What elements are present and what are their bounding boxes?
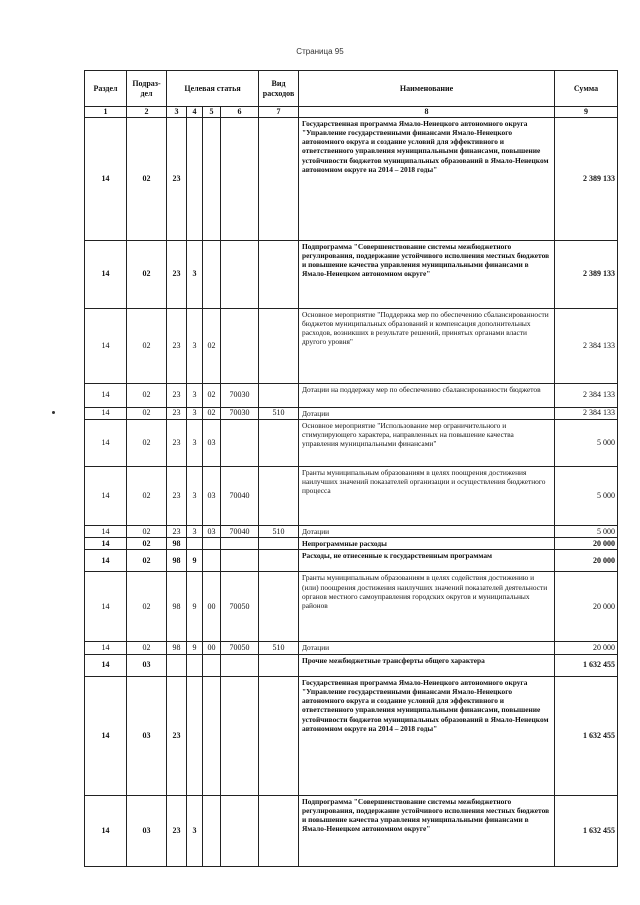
cell-code-c7 xyxy=(259,572,299,642)
table-row xyxy=(85,676,618,795)
cell-code-c6 xyxy=(221,419,259,466)
cell-code-c4: 3 xyxy=(187,240,203,308)
cell-name: Дотации xyxy=(299,407,555,419)
table-row xyxy=(85,240,618,308)
cell-sum: 2 384 133 xyxy=(555,407,618,419)
cell-sum: 1 632 455 xyxy=(555,795,618,866)
cell-code-c5 xyxy=(203,240,221,308)
cell-code-c1: 14 xyxy=(85,676,127,795)
cell-code-c2: 02 xyxy=(127,572,167,642)
cell-code-c5: 02 xyxy=(203,407,221,419)
cell-sum: 1 632 455 xyxy=(555,654,618,676)
cell-code-c4: 9 xyxy=(187,550,203,572)
cell-code-c3: 98 xyxy=(167,572,187,642)
cell-code-c7 xyxy=(259,676,299,795)
cell-name: Основное мероприятие "Поддержка мер по обеспечению сбалансированности бюджетов муниципальных образований и компенсация дополнительных расходов, возникших в результате решений, принятых органами власти другого уровня" xyxy=(299,308,555,383)
cell-code-c3: 23 xyxy=(167,407,187,419)
cell-name: Непрограммные расходы xyxy=(299,538,555,550)
budget-table xyxy=(84,70,618,867)
cell-code-c7 xyxy=(259,654,299,676)
cell-code-c7: 510 xyxy=(259,525,299,537)
cell-code-c1: 14 xyxy=(85,572,127,642)
cell-code-c3: 23 xyxy=(167,676,187,795)
cell-name: Расходы, не отнесенные к государственным программам xyxy=(299,550,555,572)
cell-code-c7: 510 xyxy=(259,407,299,419)
cell-sum: 2 389 133 xyxy=(555,240,618,308)
cell-name: Государственная программа Ямало-Ненецкого автономного округа "Управление государственными финансами Ямало-Ненецкого автономного округа и создание условий для эффективного и ответственного управления муниципальными финансами, повышение устойчивости бюджетов муниципальных образований в Ямало-Ненецком автономном округе на 2014 – 2018 годы" xyxy=(299,117,555,240)
cell-code-c1: 14 xyxy=(85,407,127,419)
cell-code-c4: 3 xyxy=(187,525,203,537)
cell-name: Дотации xyxy=(299,525,555,537)
cell-sum: 2 384 133 xyxy=(555,308,618,383)
cell-code-c1: 14 xyxy=(85,466,127,525)
cell-code-c3: 23 xyxy=(167,240,187,308)
table-row xyxy=(85,572,618,642)
cell-code-c4 xyxy=(187,654,203,676)
col-index: 4 xyxy=(187,107,203,118)
cell-code-c5 xyxy=(203,538,221,550)
page-number-label: Страница 95 xyxy=(296,47,344,56)
cell-code-c4: 3 xyxy=(187,308,203,383)
cell-sum: 2 384 133 xyxy=(555,383,618,407)
cell-code-c2: 02 xyxy=(127,642,167,654)
cell-code-c1: 14 xyxy=(85,795,127,866)
cell-code-c6: 70050 xyxy=(221,642,259,654)
cell-code-c5: 03 xyxy=(203,419,221,466)
cell-name: Подпрограмма "Совершенствование системы межбюджетного регулирования, поддержание устойчивого исполнения местных бюджетов и повышение качества управления муниципальными финансами в Ямало-Ненецком автономном округе" xyxy=(299,795,555,866)
cell-code-c2: 02 xyxy=(127,419,167,466)
cell-name: Подпрограмма "Совершенствование системы межбюджетного регулирования, поддержание устойчивого исполнения местных бюджетов и повышение качества управления муниципальными финансами в Ямало-Ненецком автономном округе" xyxy=(299,240,555,308)
cell-sum: 5 000 xyxy=(555,466,618,525)
col-index: 7 xyxy=(259,107,299,118)
cell-code-c1: 14 xyxy=(85,642,127,654)
cell-code-c1: 14 xyxy=(85,538,127,550)
cell-code-c4: 3 xyxy=(187,383,203,407)
scan-speck xyxy=(52,411,55,414)
cell-code-c1: 14 xyxy=(85,550,127,572)
cell-code-c4: 9 xyxy=(187,572,203,642)
cell-code-c1: 14 xyxy=(85,383,127,407)
cell-code-c6 xyxy=(221,654,259,676)
table-row xyxy=(85,550,618,572)
table-row xyxy=(85,407,618,419)
table-row xyxy=(85,419,618,466)
cell-code-c1: 14 xyxy=(85,117,127,240)
cell-name: Гранты муниципальным образованиям в целях поощрения достижения наилучших значений показателей организации и осуществления бюджетного процесса xyxy=(299,466,555,525)
cell-code-c2: 02 xyxy=(127,383,167,407)
cell-sum: 5 000 xyxy=(555,525,618,537)
col-index: 1 xyxy=(85,107,127,118)
cell-code-c3: 23 xyxy=(167,795,187,866)
cell-name: Государственная программа Ямало-Ненецкого автономного округа "Управление государственными финансами Ямало-Ненецкого автономного округа и создание условий для эффективного и ответственного управления муниципальными финансами, повышение устойчивости бюджетов муниципальных образований в Ямало-Ненецком автономном округе на 2014 – 2018 годы" xyxy=(299,676,555,795)
cell-code-c3: 98 xyxy=(167,550,187,572)
cell-code-c4 xyxy=(187,538,203,550)
header-sum: Сумма xyxy=(555,71,618,107)
cell-sum: 5 000 xyxy=(555,419,618,466)
cell-code-c2: 02 xyxy=(127,466,167,525)
cell-code-c3: 23 xyxy=(167,525,187,537)
cell-code-c2: 02 xyxy=(127,550,167,572)
col-index: 8 xyxy=(299,107,555,118)
table-header-row xyxy=(85,71,618,107)
cell-code-c2: 03 xyxy=(127,654,167,676)
cell-code-c1: 14 xyxy=(85,308,127,383)
cell-code-c5: 03 xyxy=(203,466,221,525)
table-row xyxy=(85,383,618,407)
cell-code-c2: 02 xyxy=(127,407,167,419)
cell-code-c4: 3 xyxy=(187,407,203,419)
cell-code-c4: 9 xyxy=(187,642,203,654)
cell-code-c3: 23 xyxy=(167,419,187,466)
cell-sum: 20 000 xyxy=(555,550,618,572)
cell-code-c1: 14 xyxy=(85,240,127,308)
cell-sum: 2 389 133 xyxy=(555,117,618,240)
cell-code-c2: 02 xyxy=(127,240,167,308)
cell-code-c7 xyxy=(259,383,299,407)
cell-code-c5 xyxy=(203,550,221,572)
table-row xyxy=(85,525,618,537)
cell-code-c7 xyxy=(259,419,299,466)
col-index: 2 xyxy=(127,107,167,118)
cell-code-c6 xyxy=(221,117,259,240)
cell-code-c7 xyxy=(259,308,299,383)
cell-code-c2: 02 xyxy=(127,308,167,383)
cell-code-c1: 14 xyxy=(85,419,127,466)
cell-code-c2: 02 xyxy=(127,117,167,240)
cell-code-c6 xyxy=(221,538,259,550)
cell-code-c5 xyxy=(203,676,221,795)
cell-code-c1: 14 xyxy=(85,525,127,537)
cell-code-c4: 3 xyxy=(187,466,203,525)
cell-code-c7: 510 xyxy=(259,642,299,654)
cell-code-c4 xyxy=(187,676,203,795)
header-name: Наименование xyxy=(299,71,555,107)
cell-code-c6: 70040 xyxy=(221,466,259,525)
cell-code-c6 xyxy=(221,550,259,572)
cell-code-c7 xyxy=(259,466,299,525)
cell-name: Гранты муниципальным образованиям в целях содействия достижению и (или) поощрения достижения наилучших значений показателей деятельности органов местного самоуправления городских округов и муниципальных районов xyxy=(299,572,555,642)
col-index: 6 xyxy=(221,107,259,118)
cell-code-c7 xyxy=(259,550,299,572)
cell-code-c7 xyxy=(259,117,299,240)
cell-code-c7 xyxy=(259,795,299,866)
cell-code-c3: 98 xyxy=(167,642,187,654)
cell-code-c3 xyxy=(167,654,187,676)
cell-code-c5: 00 xyxy=(203,642,221,654)
col-index: 3 xyxy=(167,107,187,118)
cell-code-c5: 03 xyxy=(203,525,221,537)
cell-code-c4 xyxy=(187,117,203,240)
cell-name: Дотации xyxy=(299,642,555,654)
cell-code-c6 xyxy=(221,795,259,866)
table-row xyxy=(85,117,618,240)
cell-name: Основное мероприятие "Использование мер ограничительного и стимулирующего характера, направленных на повышение качества управления муниципальными финансами" xyxy=(299,419,555,466)
cell-name: Дотации на поддержку мер по обеспечению сбалансированности бюджетов xyxy=(299,383,555,407)
cell-code-c3: 98 xyxy=(167,538,187,550)
cell-code-c3: 23 xyxy=(167,308,187,383)
cell-code-c4: 3 xyxy=(187,795,203,866)
cell-code-c6 xyxy=(221,240,259,308)
header-podrazdel: Подраз-дел xyxy=(127,71,167,107)
cell-code-c2: 03 xyxy=(127,795,167,866)
cell-code-c2: 03 xyxy=(127,676,167,795)
cell-code-c4: 3 xyxy=(187,419,203,466)
column-index-row xyxy=(85,107,618,118)
cell-code-c6: 70040 xyxy=(221,525,259,537)
header-razdel: Раздел xyxy=(85,71,127,107)
header-celevaya-statya: Целевая статья xyxy=(167,71,259,107)
cell-code-c3: 23 xyxy=(167,117,187,240)
cell-code-c3: 23 xyxy=(167,383,187,407)
cell-code-c7 xyxy=(259,240,299,308)
cell-code-c6 xyxy=(221,308,259,383)
table-row xyxy=(85,654,618,676)
cell-code-c5: 02 xyxy=(203,308,221,383)
cell-code-c5: 02 xyxy=(203,383,221,407)
cell-name: Прочие межбюджетные трансферты общего характера xyxy=(299,654,555,676)
cell-code-c6 xyxy=(221,676,259,795)
cell-code-c6: 70030 xyxy=(221,383,259,407)
cell-sum: 20 000 xyxy=(555,642,618,654)
table-row xyxy=(85,466,618,525)
cell-code-c2: 02 xyxy=(127,525,167,537)
cell-sum: 20 000 xyxy=(555,572,618,642)
cell-code-c3: 23 xyxy=(167,466,187,525)
cell-code-c5 xyxy=(203,654,221,676)
col-index: 5 xyxy=(203,107,221,118)
cell-code-c2: 02 xyxy=(127,538,167,550)
table-row xyxy=(85,795,618,866)
cell-code-c7 xyxy=(259,538,299,550)
cell-code-c6: 70050 xyxy=(221,572,259,642)
table-row xyxy=(85,642,618,654)
cell-sum: 1 632 455 xyxy=(555,676,618,795)
table-row xyxy=(85,538,618,550)
cell-code-c6: 70030 xyxy=(221,407,259,419)
header-vid-rashodov: Вид расходов xyxy=(259,71,299,107)
cell-code-c5 xyxy=(203,795,221,866)
cell-sum: 20 000 xyxy=(555,538,618,550)
cell-code-c5: 00 xyxy=(203,572,221,642)
col-index: 9 xyxy=(555,107,618,118)
cell-code-c5 xyxy=(203,117,221,240)
cell-code-c1: 14 xyxy=(85,654,127,676)
table-row xyxy=(85,308,618,383)
